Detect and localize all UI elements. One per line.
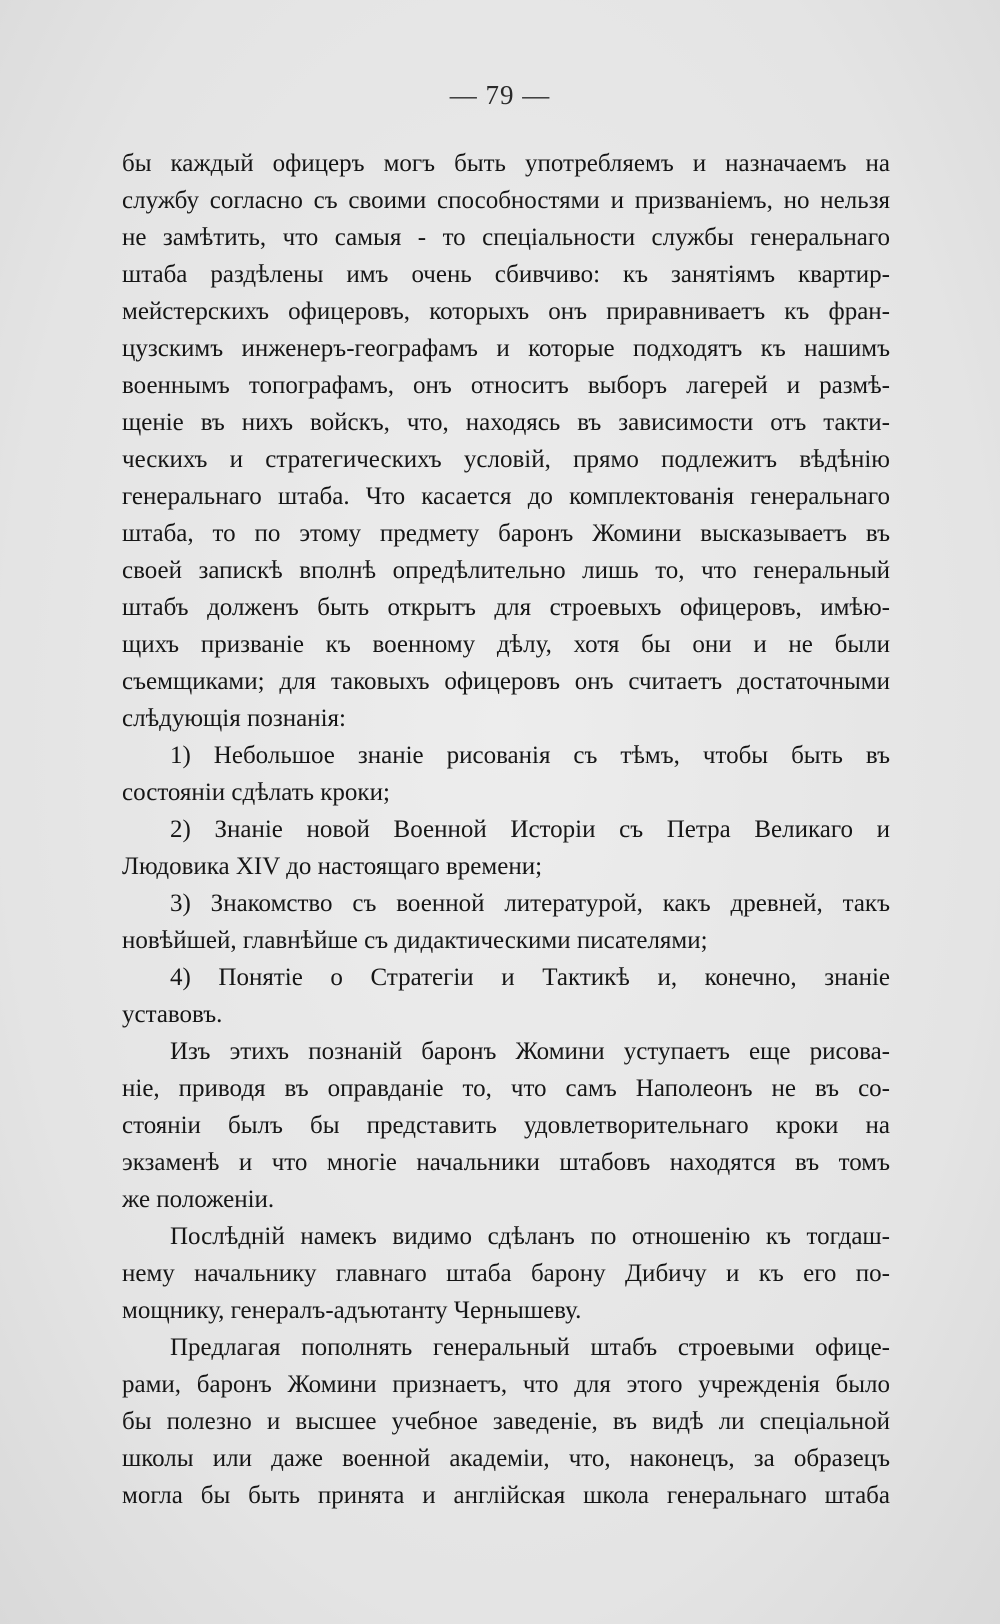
text-line: щихъ призваніе къ военному дѣлу, хотя бы они и не были	[122, 631, 890, 658]
text-line: ческихъ и стратегическихъ условій, прямо подлежитъ вѣдѣнію	[122, 446, 890, 473]
text-line: службу согласно съ своими способностями и призваніемъ, но нельзя	[122, 187, 890, 214]
text-line: же положеніи.	[122, 1186, 275, 1213]
text-line: состояніи сдѣлать кроки;	[122, 779, 390, 806]
text-line: ніе, приводя въ оправданіе то, что самъ Наполеонъ не въ со-	[122, 1075, 890, 1102]
text-line: щеніе въ нихъ войскъ, что, находясь въ зависимости отъ такти-	[122, 409, 890, 436]
text-line: 1) Небольшое знаніе рисованія съ тѣмъ, чтобы быть въ	[170, 742, 890, 769]
text-line: новѣйшей, главнѣйше съ дидактическими писателями;	[122, 927, 708, 954]
text-line: Предлагая пополнять генеральный штабъ строевыми офице-	[170, 1334, 890, 1361]
text-line: генеральнаго штаба. Что касается до комплектованія генеральнаго	[122, 483, 890, 510]
text-line: стояніи былъ бы представить удовлетворительнаго кроки на	[122, 1112, 890, 1139]
text-line: уставовъ.	[122, 1001, 223, 1028]
text-line: слѣдующія познанія:	[122, 705, 346, 732]
text-line: бы полезно и высшее учебное заведеніе, въ видѣ ли спеціальной	[122, 1408, 890, 1435]
text-line: Изъ этихъ познаній баронъ Жомини уступаетъ еще рисова-	[170, 1038, 890, 1065]
text-line: не замѣтить, что самыя - то спеціальности службы генеральнаго	[122, 224, 890, 251]
text-line: мейстерскихъ офицеровъ, которыхъ онъ приравниваетъ къ фран-	[122, 298, 890, 325]
text-line: Послѣдній намекъ видимо сдѣланъ по отношенію къ тогдаш-	[170, 1223, 890, 1250]
text-line: экзаменѣ и что многіе начальники штабовъ находятся въ томъ	[122, 1149, 890, 1176]
text-line: могла бы быть принята и англійская школа генеральнаго штаба	[122, 1482, 890, 1509]
text-line: съемщиками; для таковыхъ офицеровъ онъ считаетъ достаточными	[122, 668, 890, 695]
text-line: штаба, то по этому предмету баронъ Жомини высказываетъ въ	[122, 520, 890, 547]
text-line: штабъ долженъ быть открытъ для строевыхъ офицеровъ, имѣю-	[122, 594, 890, 621]
text-line: школы или даже военной академіи, что, наконецъ, за образецъ	[122, 1445, 890, 1472]
text-line: 4) Понятіе о Стратегіи и Тактикѣ и, конечно, знаніе	[170, 964, 890, 991]
text-line: Людовика XIV до настоящаго времени;	[122, 853, 543, 880]
text-line: нему начальнику главнаго штаба барону Дибичу и къ его по-	[122, 1260, 890, 1287]
text-line: 3) Знакомство съ военной литературой, какъ древней, такъ	[170, 890, 890, 917]
text-line: 2) Знаніе новой Военной Исторіи съ Петра Великаго и	[170, 816, 890, 843]
text-line: цузскимъ инженеръ-географамъ и которые подходятъ къ нашимъ	[122, 335, 890, 362]
text-line: бы каждый офицеръ могъ быть употребляемъ и назначаемъ на	[122, 150, 890, 177]
text-line: штаба раздѣлены имъ очень сбивчиво: къ занятіямъ квартир-	[122, 261, 890, 288]
body-text	[122, 145, 890, 1514]
page-number: — 79 —	[449, 80, 551, 110]
text-line: рами, баронъ Жомини признаетъ, что для этого учрежденія было	[122, 1371, 890, 1398]
text-line: своей запискѣ вполнѣ опредѣлительно лишь то, что генеральный	[122, 557, 890, 584]
text-line: военнымъ топографамъ, онъ относитъ выборъ лагерей и размѣ-	[122, 372, 890, 399]
text-line: мощнику, генералъ-адъютанту Чернышеву.	[122, 1297, 582, 1324]
